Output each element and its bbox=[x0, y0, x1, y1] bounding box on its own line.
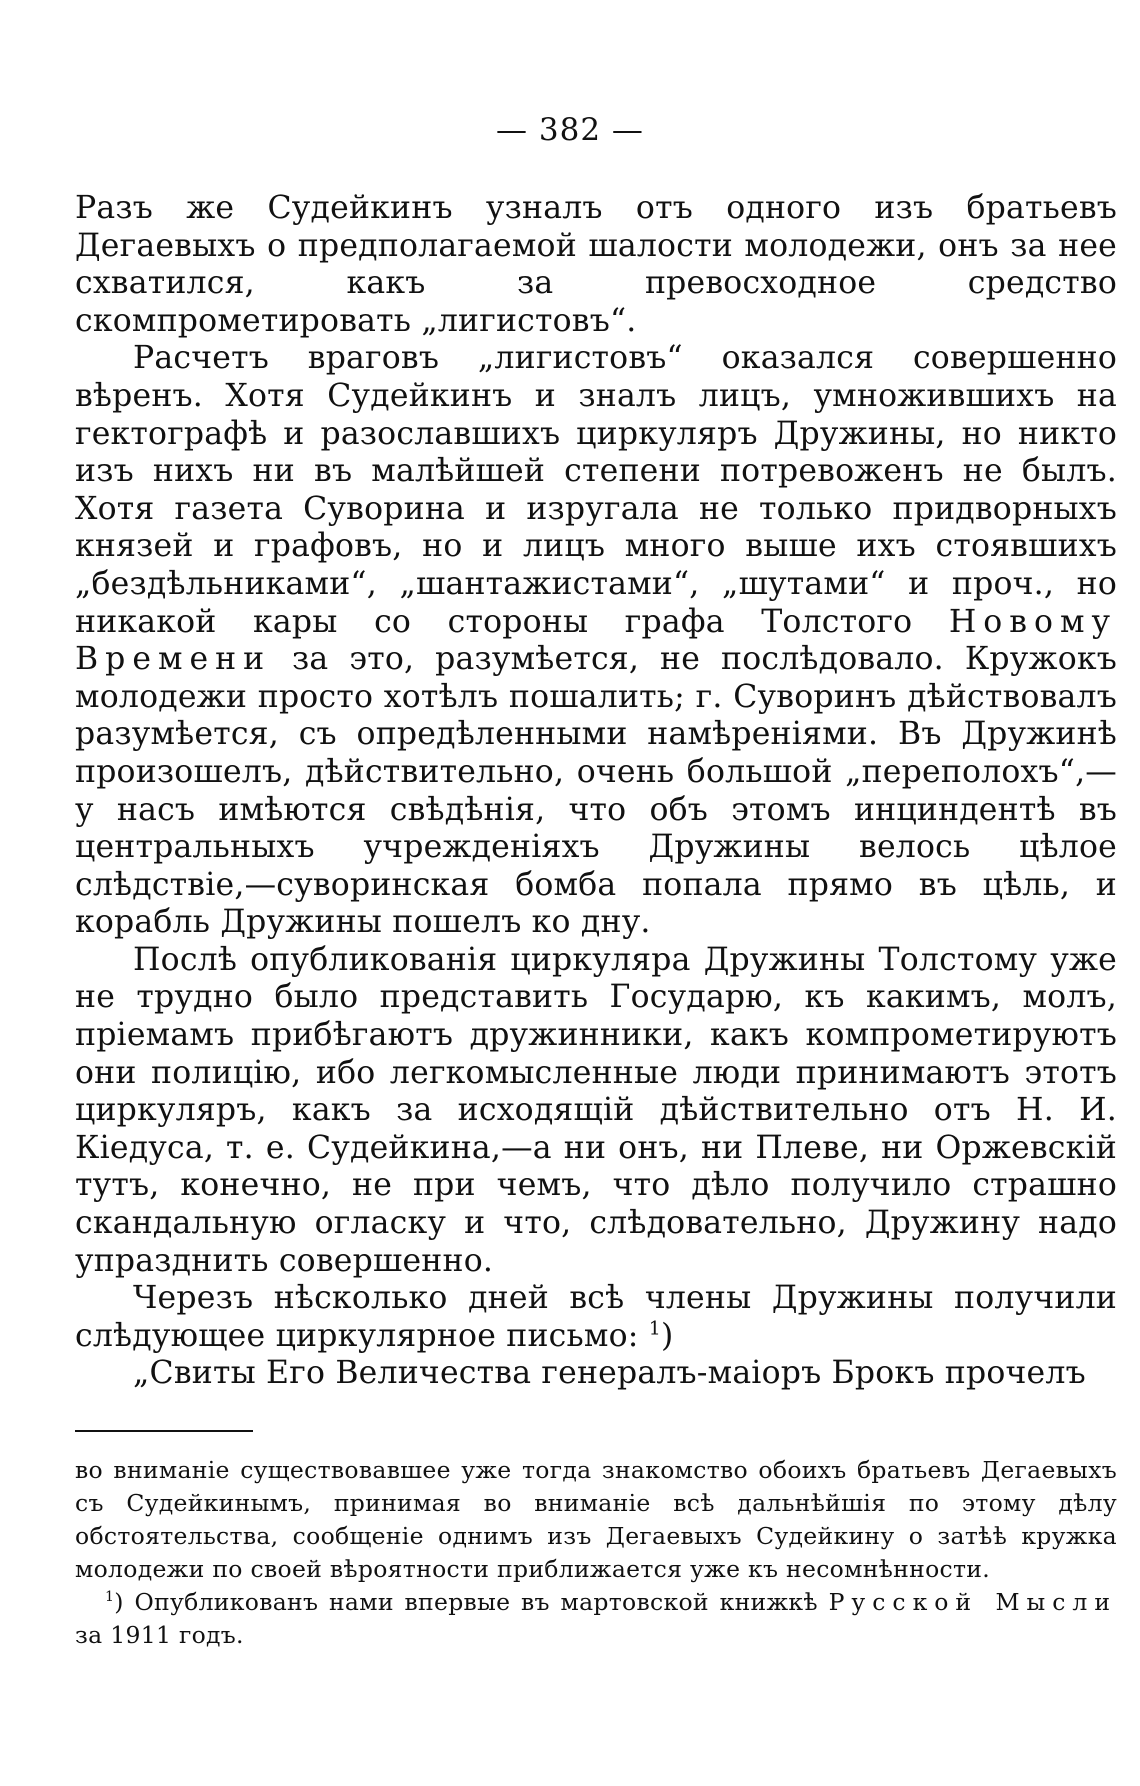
page-number: — 382 — bbox=[496, 112, 644, 148]
footnote-ref-paren: ) bbox=[661, 1317, 674, 1354]
paragraph-2-part-1: Расчетъ враговъ „лигистовъ“ оказался совершенно вѣренъ. Хотя Судейкинъ и зналъ лицъ, умножившихъ на гектографѣ и разославшихъ циркуляръ Дружины, но никто изъ нихъ ни въ малѣйшей степени потревоженъ не былъ. Хотя газета Суворина и изругала не только придворныхъ князей и графовъ, но и лицъ много выше ихъ стоявшихъ „бездѣльниками“, „шантажистами“, „шутами“ и проч., но никакой кары со стороны графа Толстого bbox=[75, 340, 1117, 640]
paragraph-2-part-2: за это, разумѣется, не послѣдовало. Кружокъ молодежи просто хотѣлъ пошалить; г. Суворинъ дѣйствовалъ разумѣется, съ опредѣленными намѣреніями. Въ Дружинѣ произошелъ, дѣйствительно, очень большой „переполохъ“,—у насъ имѣются свѣдѣнія, что объ этомъ инциндентѣ въ центральныхъ учрежденіяхъ Дружины велось цѣлое слѣдствіе,—суворинская бомба попала прямо въ цѣль, и корабль Дружины пошелъ ко дну. bbox=[75, 641, 1117, 941]
footnote-1-marker: 1 bbox=[105, 1589, 115, 1606]
footnote-ref-1: 1 bbox=[648, 1317, 661, 1340]
footnote-1 bbox=[75, 1586, 1117, 1652]
paragraph-4-text: Черезъ нѣсколько дней всѣ члены Дружины получили слѣдующее циркулярное письмо: bbox=[75, 1280, 1117, 1354]
paragraph-3: Послѣ опубликованія циркуляра Дружины Толстому уже не трудно было представить Государю, къ какимъ, молъ, пріемамъ прибѣгаютъ дружинники, какъ компрометируютъ они полицію, ибо легкомысленные люди принимаютъ этотъ циркуляръ, какъ за исходящій дѣйствительно отъ Н. И. Кіедуса, т. е. Судейкина,—а ни онъ, ни Плеве, ни Оржевскій тутъ, конечно, не при чемъ, что дѣло получило страшно скандальную огласку и что, слѣдовательно, Дружину надо упразднить совершенно. bbox=[75, 941, 1117, 1279]
journal-title: Русской Мысли bbox=[828, 1588, 1118, 1616]
footnotes bbox=[75, 1454, 1117, 1652]
footnote-1-text-part-1: ) Опубликованъ нами впервые въ мартовской книжкѣ bbox=[114, 1588, 829, 1616]
newspaper-title: Новому Времени bbox=[75, 603, 1117, 678]
paragraph-1: Разъ же Судейкинъ узналъ отъ одного изъ братьевъ Дегаевыхъ о предполагаемой шалости молодежи, онъ за нее схватился, какъ за превосходное средство скомпрометировать „лигистовъ“. bbox=[75, 190, 1117, 339]
paragraph-4 bbox=[75, 1280, 1117, 1355]
footnote-1-text-part-2: за 1911 годъ. bbox=[75, 1621, 244, 1649]
footnote-separator bbox=[75, 1430, 253, 1432]
paragraph-5: „Свиты Его Величества генералъ-маіоръ Брокъ прочелъ bbox=[133, 1355, 1086, 1392]
main-text bbox=[75, 190, 1117, 1393]
footnote-continuation: во вниманіе существовавшее уже тогда знакомство обоихъ братьевъ Дегаевыхъ съ Судейкинымъ, принимая во вниманіе всѣ дальнѣйшія по этому дѣлу обстоятельства, сообщеніе однимъ изъ Дегаевыхъ Судейкину о затѣѣ кружка молодежи по своей вѣроятности приближается уже къ несомнѣнности. bbox=[75, 1456, 1117, 1583]
paragraph-2 bbox=[75, 340, 1117, 942]
